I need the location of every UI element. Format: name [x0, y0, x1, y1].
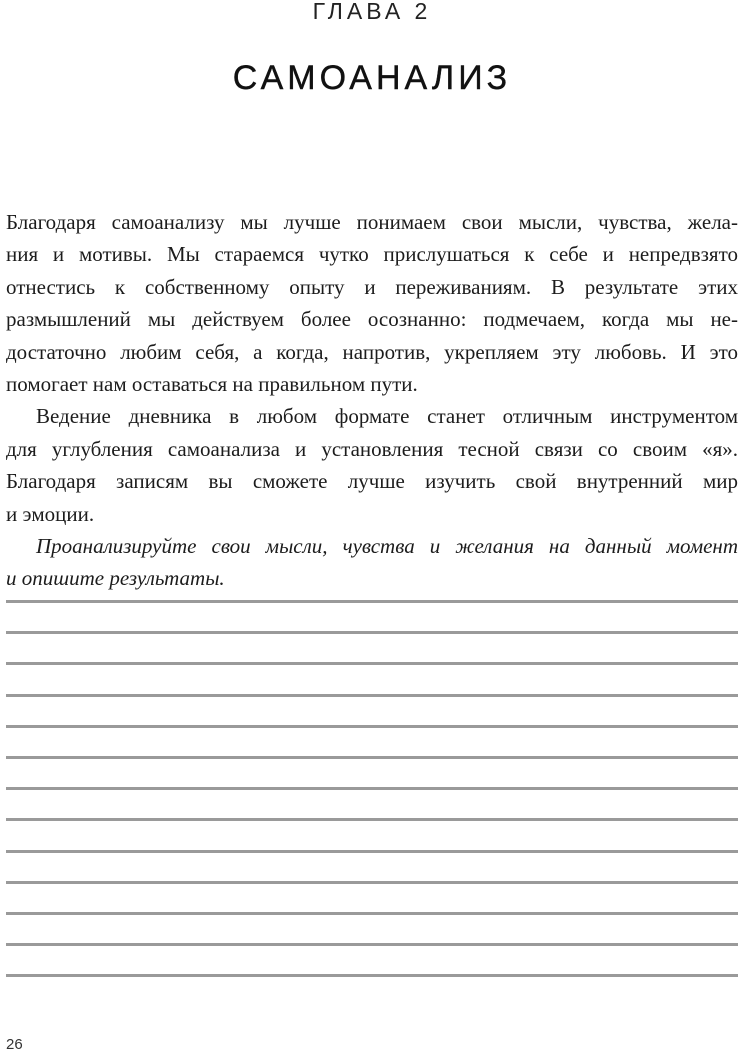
text-line: отнестись к собственному опыту и переживаниям. В результате этих: [6, 274, 738, 299]
writing-line[interactable]: [6, 600, 738, 603]
chapter-title: САМОАНАЛИЗ: [232, 59, 512, 97]
text-line: для углубления самоанализа и установления тесной связи со своим «я».: [6, 436, 738, 461]
text-line: размышлений мы действуем более осознанно: подмечаем, когда мы не-: [6, 307, 738, 332]
paragraph-prompt: [6, 530, 738, 595]
text-line: помогает нам оставаться на правильном пути.: [6, 372, 418, 397]
writing-line[interactable]: [6, 974, 738, 977]
writing-line[interactable]: [6, 850, 738, 853]
text-line: и эмоции.: [6, 501, 95, 526]
prompt-line: и опишите результаты.: [6, 566, 225, 591]
paragraph-journaling: [6, 400, 738, 530]
writing-line[interactable]: [6, 943, 738, 946]
writing-line[interactable]: [6, 912, 738, 915]
text-line: ния и мотивы. Мы стараемся чутко прислушаться к себе и непредвзято: [6, 242, 738, 267]
writing-line[interactable]: [6, 725, 738, 728]
chapter-label: ГЛАВА 2: [312, 0, 432, 24]
text-line: достаточно любим себя, а когда, напротив, укрепляем эту любовь. И это: [6, 339, 738, 364]
writing-line[interactable]: [6, 756, 738, 759]
text-line: Ведение дневника в любом формате станет отличным инструментом: [36, 404, 738, 429]
writing-line[interactable]: [6, 631, 738, 634]
writing-line[interactable]: [6, 662, 738, 665]
paragraph-intro: [6, 206, 738, 400]
page-number: 26: [6, 1036, 23, 1053]
writing-line[interactable]: [6, 787, 738, 790]
prompt-line: Проанализируйте свои мысли, чувства и желания на данный момент: [36, 534, 738, 559]
text-line: Благодаря записям вы сможете лучше изучить свой внутренний мир: [6, 469, 738, 494]
writing-line[interactable]: [6, 881, 738, 884]
writing-line[interactable]: [6, 694, 738, 697]
body-text: [6, 206, 738, 595]
writing-line[interactable]: [6, 818, 738, 821]
text-line: Благодаря самоанализу мы лучше понимаем свои мысли, чувства, жела-: [6, 210, 738, 234]
